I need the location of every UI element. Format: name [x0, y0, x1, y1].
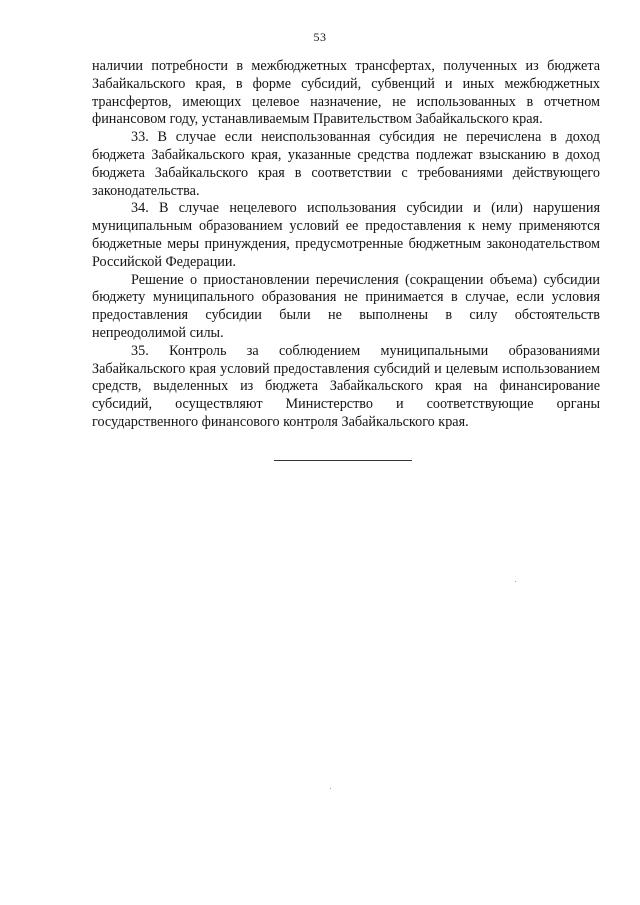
document-body — [92, 58, 600, 432]
end-of-text-rule — [274, 460, 412, 461]
scan-speck — [515, 581, 516, 582]
paragraph-item-34: 34. В случае нецелевого использования субсидии и (или) нарушения муниципальным образованием условий ее предоставления к нему применяются бюджетные меры принуждения, предусмотренные бюджетным законодательством Российской Федерации. — [92, 200, 600, 270]
paragraph-suspension-decision: Решение о приостановлении перечисления (сокращении объема) субсидии бюджету муниципального образования не принимается в случае, если условия предоставления субсидии были не выполнены в силу обстоятельств непреодолимой силы. — [92, 271, 600, 341]
paragraph-continuation: наличии потребности в межбюджетных трансфертах, полученных из бюджета Забайкальского края, в форме субсидий, субвенций и иных межбюджетных трансфертов, имеющих целевое назначение, не использованных в отчетном финансовом году, устанавливаемым Правительством Забайкальского края. — [92, 58, 600, 128]
page-number: 53 — [313, 30, 327, 44]
paragraph-item-35: 35. Контроль за соблюдением муниципальными образованиями Забайкальского края условий предоставления субсидий и целевым использованием средств, выделенных из бюджета Забайкальского края на финансирование субсидий, осуществляют Министерство и соответствующие органы государственного финансового контроля Забайкальского края. — [92, 342, 600, 430]
scan-speck — [330, 788, 331, 789]
paragraph-item-33: 33. В случае если неиспользованная субсидия не перечислена в доход бюджета Забайкальского края, указанные средства подлежат взысканию в доход бюджета Забайкальского края в соответствии с требованиями действующего законодательства. — [92, 129, 600, 199]
